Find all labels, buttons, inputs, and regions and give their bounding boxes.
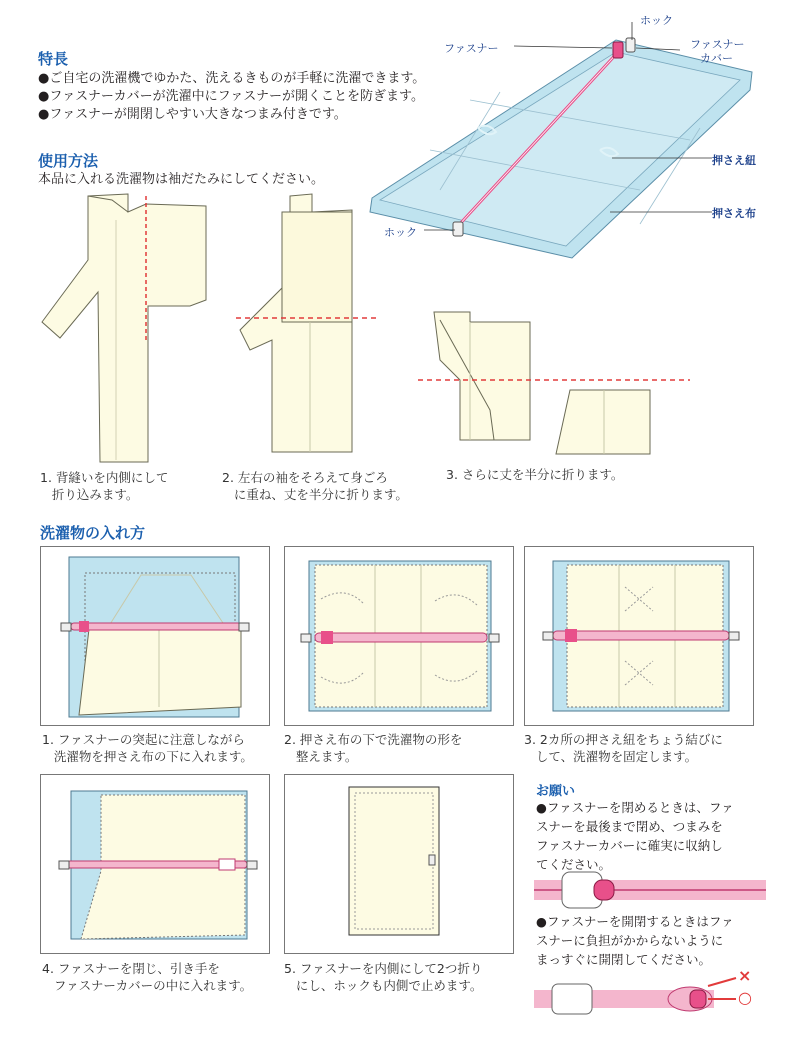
insert-panel-1 [40, 546, 270, 726]
zipper-open-illustration [0, 0, 800, 60]
usage-intro: 本品に入れる洗濯物は袖だたみにしてください。 [38, 172, 325, 187]
insert-title: 洗濯物の入れ方 [40, 524, 146, 542]
label-press-string: 押さえ紐 [712, 154, 756, 167]
request-item-1-line-3: ファスナーカバーに確実に収納し [536, 838, 723, 853]
feature-item-2: ●ファスナーカバーが洗濯中にファスナーが開くことを防ぎます。 [38, 89, 425, 104]
request-item-1-line-1: ●ファスナーを閉めるときは、ファ [536, 800, 734, 815]
request-item-2 [536, 912, 734, 969]
request-item-2-line-3: まっすぐに開閉してください。 [536, 952, 712, 967]
request-item-1-line-4: てください。 [536, 857, 612, 872]
insert-step-3: 3. 2カ所の押さえ紐をちょう結びに して、洗濯物を固定します。 [524, 732, 723, 764]
request-item-2-line-1: ●ファスナーを開閉するときはファ [536, 914, 734, 929]
insert-step-1: 1. ファスナーの突起に注意しながら 洗濯物を押さえ布の下に入れます。 [42, 732, 253, 764]
label-hook-top: ホック [640, 14, 673, 27]
request-title: お願い [536, 784, 576, 799]
insert-step-2: 2. 押さえ布の下で洗濯物の形を 整えます。 [284, 732, 463, 764]
usage-step-2: 2. 左右の袖をそろえて身ごろ に重ね、丈を半分に折ります。 [222, 470, 408, 502]
correct-direction-mark: ○ [738, 988, 752, 1007]
feature-item-1: ●ご自宅の洗濯機でゆかた、洗えるきものが手軽に洗濯できます。 [38, 71, 426, 86]
feature-item-3: ●ファスナーが開閉しやすい大きなつまみ付きです。 [38, 107, 347, 122]
label-hook-bottom: ホック [384, 226, 417, 239]
insert-step-5: 5. ファスナーを内側にして2つ折り にし、ホックも内側で止めます。 [284, 961, 483, 993]
usage-title: 使用方法 [38, 152, 99, 170]
label-fastener: ファスナー [444, 42, 499, 55]
usage-step-3: 3. さらに丈を半分に折ります。 [446, 467, 624, 482]
insert-panel-3 [524, 546, 754, 726]
request-item-1-line-2: スナーを最後まで閉め、つまみを [536, 819, 723, 834]
request-item-1 [536, 798, 734, 874]
request-item-2-line-2: スナーに負担がかからないように [536, 933, 724, 948]
label-press-cloth: 押さえ布 [712, 207, 756, 220]
insert-panel-4 [40, 774, 270, 954]
features-title: 特長 [38, 50, 69, 68]
wrong-direction-mark: × [738, 966, 752, 985]
label-fastener-cover-2: カバー [700, 52, 733, 65]
insert-panel-2 [284, 546, 514, 726]
insert-panel-5 [284, 774, 514, 954]
label-fastener-cover-1: ファスナー [690, 38, 745, 51]
insert-step-4: 4. ファスナーを閉じ、引き手を ファスナーカバーの中に入れます。 [42, 961, 253, 993]
usage-step-1: 1. 背縫いを内側にして 折り込みます。 [40, 470, 169, 502]
